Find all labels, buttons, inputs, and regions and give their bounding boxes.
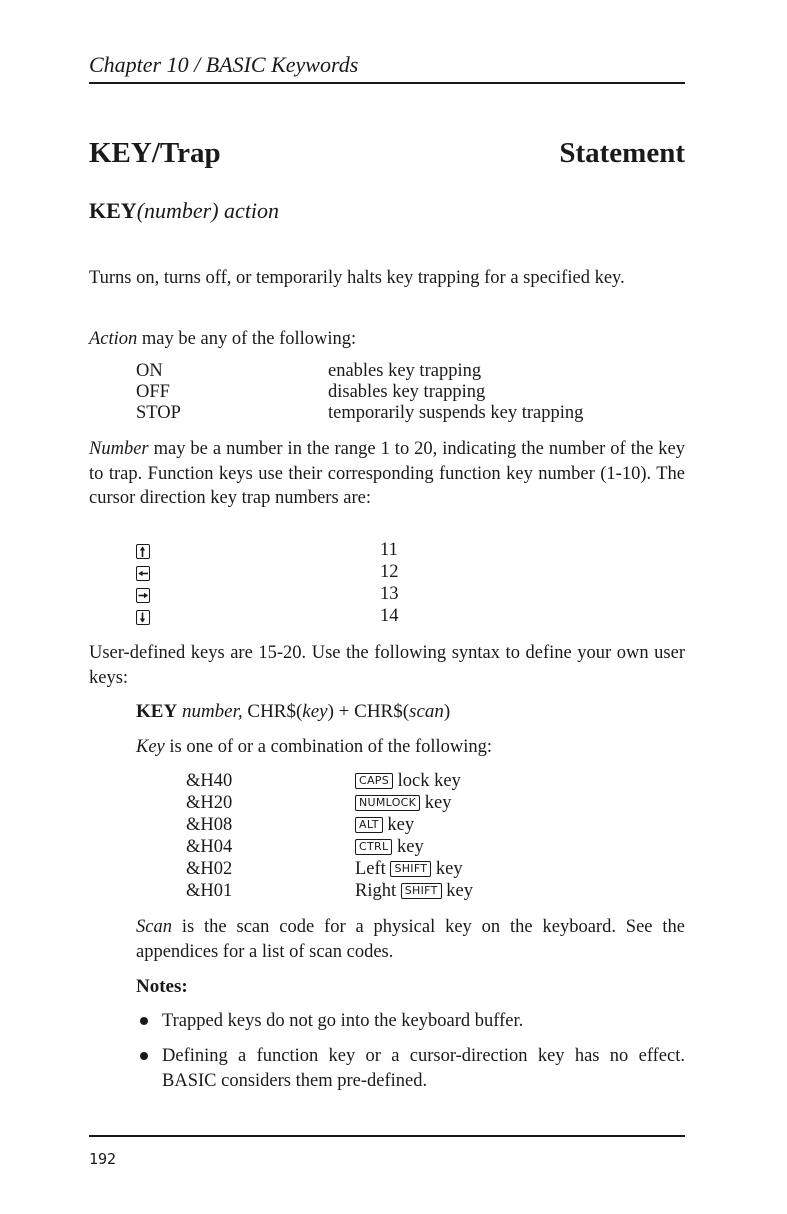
scan-term: Scan bbox=[136, 917, 172, 937]
action-term: Action bbox=[89, 329, 138, 349]
user-defined-paragraph: User-defined keys are 15-20. Use the following syntax to define your own user keys: bbox=[89, 643, 685, 688]
cursor-key-row bbox=[136, 562, 150, 583]
syntax-line bbox=[89, 198, 279, 224]
action-option-desc: enables key trapping bbox=[328, 361, 482, 381]
right-shift-keycap: SHIFT bbox=[401, 883, 442, 899]
statement-type: Statement bbox=[559, 137, 685, 169]
action-option-desc: disables key trapping bbox=[328, 382, 486, 402]
key-code: &H01 bbox=[186, 881, 233, 901]
notes-heading: Notes: bbox=[136, 976, 188, 997]
cursor-key-value: 12 bbox=[380, 562, 399, 582]
left-shift-keycap: SHIFT bbox=[390, 861, 431, 877]
key-code-suffix: lock key bbox=[397, 771, 461, 791]
key-intro-rest: is one of or a combination of the following: bbox=[164, 737, 493, 757]
user-syntax-chr3: ) bbox=[443, 701, 451, 722]
numlock-keycap: NUMLOCK bbox=[355, 795, 420, 811]
key-code-desc bbox=[355, 815, 414, 836]
keyword-title: KEY/Trap bbox=[89, 137, 221, 169]
cursor-key-value: 14 bbox=[380, 606, 399, 626]
key-term: Key bbox=[136, 737, 165, 757]
user-syntax-number: number, bbox=[181, 701, 243, 722]
cursor-key-row bbox=[136, 584, 150, 605]
note-item: Defining a function key or a cursor-direction key has no effect. BASIC considers them pre-defined. bbox=[162, 1046, 685, 1091]
action-intro bbox=[89, 327, 685, 352]
cursor-key-value: 11 bbox=[380, 540, 398, 560]
syntax-keyword: KEY bbox=[89, 198, 137, 223]
key-code-suffix: key bbox=[424, 793, 452, 813]
key-code-prefix: Left bbox=[355, 859, 386, 879]
footer-rule bbox=[89, 1135, 685, 1137]
scan-rest: is the scan code for a physical key on the keyboard. See the appendices for a list of scan codes. bbox=[136, 917, 685, 962]
down-arrow-key-icon bbox=[136, 610, 150, 625]
key-code: &H20 bbox=[186, 793, 233, 813]
action-option-name: OFF bbox=[136, 382, 170, 402]
action-intro-rest: may be any of the following: bbox=[137, 329, 357, 349]
cursor-key-row bbox=[136, 540, 150, 561]
key-code: &H04 bbox=[186, 837, 233, 857]
ctrl-keycap: CTRL bbox=[355, 839, 392, 855]
description: Turns on, turns off, or temporarily halts key trapping for a specified key. bbox=[89, 268, 625, 288]
key-code: &H08 bbox=[186, 815, 233, 835]
alt-keycap: ALT bbox=[355, 817, 383, 833]
user-key-syntax bbox=[136, 701, 450, 722]
user-syntax-keyword: KEY bbox=[136, 701, 178, 722]
key-code-desc bbox=[355, 771, 461, 792]
number-paragraph bbox=[89, 437, 685, 511]
scan-paragraph bbox=[136, 915, 685, 964]
user-syntax-chr1: CHR$( bbox=[247, 701, 303, 722]
number-intro-rest: may be a number in the range 1 to 20, indicating the number of the key to trap. Function keys use their corresponding function key number (1-10). The cursor direction key trap numbers are: bbox=[89, 439, 685, 508]
user-syntax-chr2: ) + CHR$( bbox=[327, 701, 410, 722]
chapter-header: Chapter 10 / BASIC Keywords bbox=[89, 52, 359, 77]
action-option-name: ON bbox=[136, 361, 163, 381]
key-code-prefix: Right bbox=[355, 881, 397, 901]
key-code-desc bbox=[355, 881, 473, 902]
key-code: &H02 bbox=[186, 859, 233, 879]
note-item: Trapped keys do not go into the keyboard buffer. bbox=[162, 1011, 524, 1031]
key-code-suffix: key bbox=[387, 815, 415, 835]
bullet-icon bbox=[140, 1017, 148, 1025]
cursor-key-row bbox=[136, 606, 150, 627]
page-number: 192 bbox=[89, 1150, 117, 1168]
right-arrow-key-icon bbox=[136, 588, 150, 603]
key-code-suffix: key bbox=[397, 837, 424, 857]
syntax-args: (number) action bbox=[136, 198, 280, 223]
key-code-suffix: key bbox=[435, 859, 463, 879]
key-code: &H40 bbox=[186, 771, 233, 791]
number-term: Number bbox=[89, 439, 149, 459]
left-arrow-key-icon bbox=[136, 566, 150, 581]
cursor-key-value: 13 bbox=[380, 584, 399, 604]
bullet-icon bbox=[140, 1052, 148, 1060]
caps-keycap: CAPS bbox=[355, 773, 393, 789]
key-code-suffix: key bbox=[446, 881, 473, 901]
key-code-desc bbox=[355, 837, 424, 858]
key-code-desc bbox=[355, 859, 463, 880]
action-option-desc: temporarily suspends key trapping bbox=[328, 403, 584, 423]
user-syntax-key: key bbox=[302, 701, 328, 722]
key-intro bbox=[136, 737, 492, 758]
header-rule bbox=[89, 82, 685, 84]
user-syntax-scan: scan bbox=[409, 701, 444, 722]
up-arrow-key-icon bbox=[136, 544, 150, 559]
action-option-name: STOP bbox=[136, 403, 181, 423]
key-code-desc bbox=[355, 793, 452, 814]
